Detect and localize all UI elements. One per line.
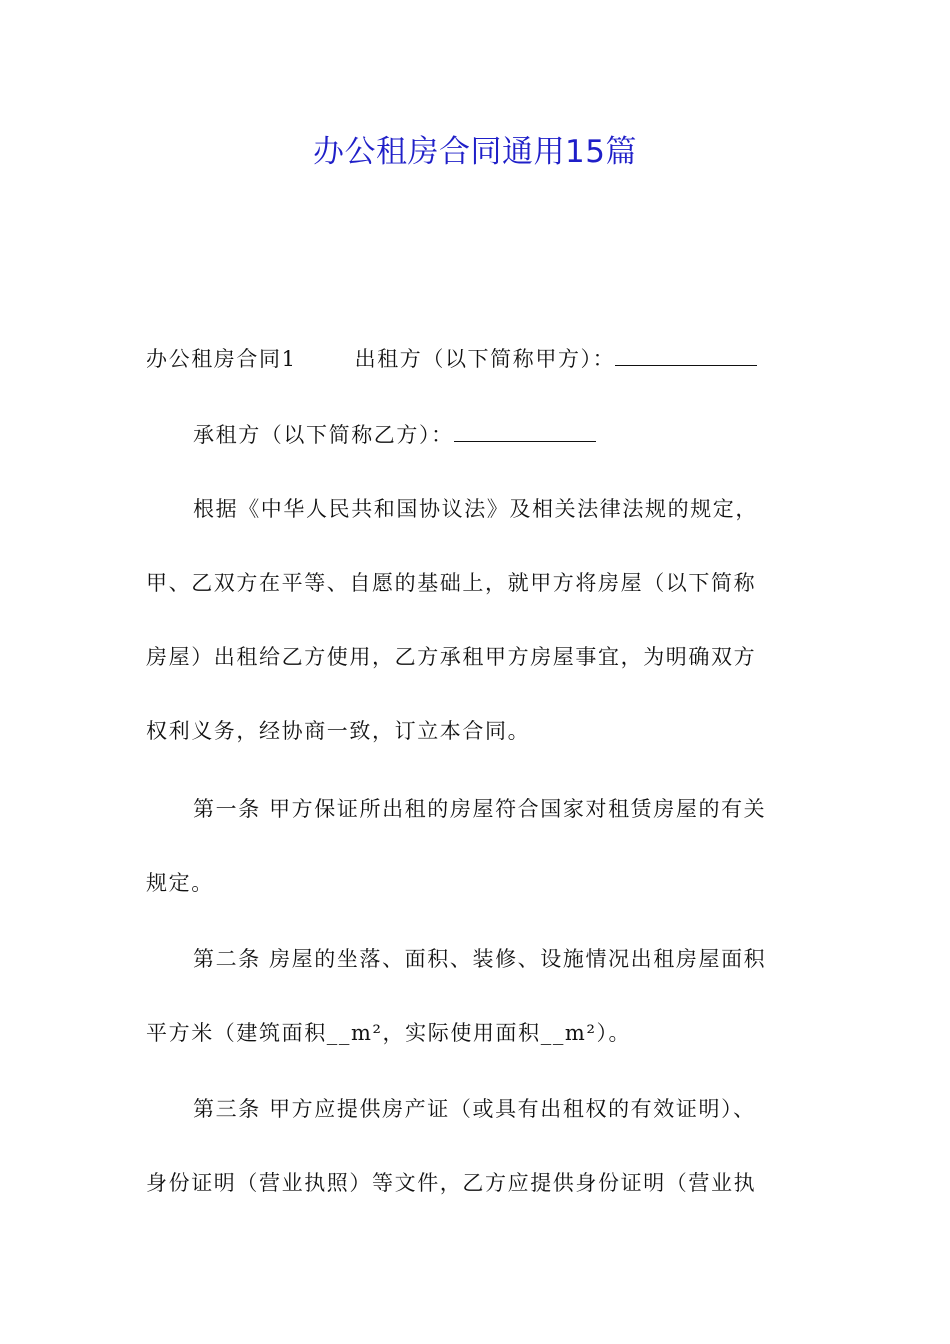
article-two-line: 第二条 房屋的坐落、面积、装修、设施情况出租房屋面积 [193, 947, 767, 971]
contract-heading: 办公租房合同1 [146, 347, 297, 371]
article-two-line: 平方米（建筑面积__m²，实际使用面积__m²）。 [146, 1021, 632, 1045]
paragraph-line: 房屋）出租给乙方使用，乙方承租甲方房屋事宜，为明确双方 [146, 645, 757, 669]
lessee-blank [454, 421, 596, 442]
article-three-line: 第三条 甲方应提供房产证（或具有出租权的有效证明）、 [193, 1097, 756, 1121]
paragraph-line: 甲、乙双方在平等、自愿的基础上，就甲方将房屋（以下简称 [146, 571, 757, 595]
contract-first-line [146, 344, 826, 374]
article-one-line: 第一条 甲方保证所出租的房屋符合国家对租赁房屋的有关 [193, 797, 767, 821]
article-three-line: 身份证明（营业执照）等文件，乙方应提供身份证明（营业执 [146, 1171, 757, 1195]
lessor-blank [615, 345, 757, 366]
paragraph-line: 权利义务，经协商一致，订立本合同。 [146, 719, 531, 743]
document-title: 办公租房合同通用15篇 [313, 134, 637, 170]
lessee-line [193, 420, 873, 450]
lessee-label: 承租方（以下简称乙方）： [193, 423, 454, 447]
lessor-label: 出租方（以下简称甲方）： [354, 347, 616, 371]
paragraph-line: 根据《中华人民共和国协议法》及相关法律法规的规定， [193, 497, 758, 521]
article-one-line: 规定。 [146, 871, 214, 895]
